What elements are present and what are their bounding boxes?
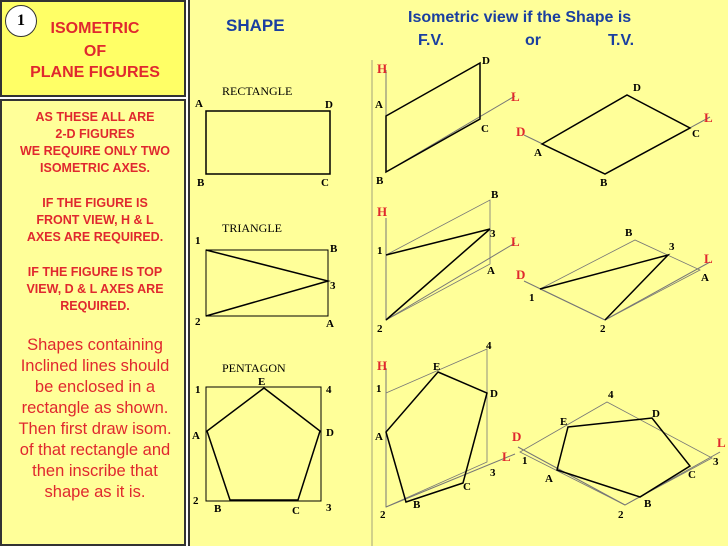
- note-1-line-1: AS THESE ALL ARE: [35, 110, 155, 124]
- pent-label-4: 4: [326, 384, 332, 396]
- rect-label-b: B: [197, 177, 205, 189]
- rect-fv-label-c: C: [481, 123, 489, 135]
- rect-fv-label-h: H: [377, 61, 388, 76]
- pent-tv-d-axis: [518, 447, 625, 505]
- rect-fv-label-b: B: [376, 175, 384, 187]
- pent-tv-iso: [557, 418, 690, 497]
- rectangle-row: [195, 55, 713, 189]
- note-4-line-5: Then first draw isom.: [18, 420, 172, 438]
- tri-fv-label-3: 3: [490, 228, 496, 240]
- tri-tv-label-d: D: [516, 267, 526, 282]
- tri-tv-label-b: B: [625, 227, 633, 239]
- rect-label-a: A: [195, 98, 203, 110]
- note-3-line-1: IF THE FIGURE IS TOP: [27, 265, 163, 279]
- pent-label-d: D: [326, 427, 334, 439]
- pent-tv-label-a: A: [545, 473, 553, 485]
- note-1-line-2: 2-D FIGURES: [55, 127, 135, 141]
- pent-fv-label-4: 4: [486, 340, 492, 352]
- triangle-shape: [206, 250, 328, 316]
- rectangle-shape: [206, 111, 330, 174]
- pentagon-name: PENTAGON: [222, 361, 286, 375]
- note-4-line-8: shape as it is.: [44, 483, 146, 501]
- rect-tv-label-a: A: [534, 147, 542, 159]
- tri-fv-enclosing: [386, 200, 490, 320]
- tri-fv-label-2: 2: [377, 323, 383, 335]
- note-4-line-7: then inscribe that: [32, 462, 158, 480]
- pent-label-3: 3: [326, 502, 332, 514]
- pent-label-1: 1: [195, 384, 201, 396]
- shape-column-header: SHAPE: [226, 16, 285, 35]
- triangle-name: TRIANGLE: [222, 221, 282, 235]
- tri-tv-iso: [540, 255, 668, 320]
- pent-tv-label-3: 3: [713, 456, 719, 468]
- pent-label-e: E: [258, 376, 266, 388]
- tri-tv-label-l: L: [704, 251, 713, 266]
- pent-tv-label-d: D: [652, 408, 660, 420]
- pent-fv-label-h: H: [377, 358, 388, 373]
- pent-tv-label-e: E: [560, 416, 568, 428]
- tri-fv-iso: [386, 229, 490, 320]
- rect-tv-label-b: B: [600, 177, 608, 189]
- pent-label-2: 2: [193, 495, 199, 507]
- pent-label-c: C: [292, 505, 300, 517]
- tri-fv-label-1: 1: [377, 245, 383, 257]
- tri-tv-label-3: 3: [669, 241, 675, 253]
- rect-tv-iso: [542, 95, 690, 174]
- note-4-line-1: Shapes containing: [27, 336, 163, 354]
- triangle-enclosing-rect: [206, 250, 328, 316]
- fv-header: F.V.: [418, 32, 445, 49]
- title-line-1: ISOMETRIC: [50, 20, 140, 37]
- tri-tv-enclosing: [540, 240, 700, 320]
- iso-column-header: Isometric view if the Shape is: [408, 9, 632, 26]
- pent-label-a: A: [192, 430, 200, 442]
- tri-tv-label-1: 1: [529, 292, 535, 304]
- pent-fv-label-l: L: [502, 449, 511, 464]
- note-2-line-3: AXES ARE REQUIRED.: [26, 230, 164, 244]
- tv-header: T.V.: [608, 32, 635, 49]
- pent-fv-label-e: E: [433, 361, 441, 373]
- note-4-line-6: of that rectangle and: [19, 441, 171, 459]
- rectangle-name: RECTANGLE: [222, 84, 293, 98]
- pent-fv-iso: [386, 372, 487, 502]
- slide-number-badge: 1: [5, 5, 37, 37]
- pent-tv-label-c: C: [688, 469, 696, 481]
- pent-fv-label-a: A: [375, 431, 383, 443]
- tri-fv-label-a: A: [487, 265, 495, 277]
- tri-fv-label-h: H: [377, 204, 388, 219]
- tri-label-a: A: [326, 318, 334, 330]
- rect-tv-label-d: D: [633, 82, 641, 94]
- pent-fv-label-1: 1: [376, 383, 382, 395]
- tri-label-b: B: [330, 243, 338, 255]
- title-line-2: OF: [83, 43, 107, 60]
- rect-tv-label-l: L: [704, 110, 713, 125]
- pent-fv-label-d: D: [490, 388, 498, 400]
- note-4-line-4: rectangle as shown.: [21, 399, 169, 417]
- note-2-line-2: FRONT VIEW, H & L: [36, 213, 154, 227]
- rect-tv-label-d-axis: D: [516, 124, 526, 139]
- note-3-line-2: VIEW, D & L AXES ARE: [26, 282, 164, 296]
- rect-fv-label-d: D: [482, 55, 490, 67]
- tri-label-3: 3: [330, 280, 336, 292]
- note-4-line-3: be enclosed in a: [34, 378, 156, 396]
- rect-label-d: D: [325, 99, 333, 111]
- note-1-line-4: ISOMETRIC AXES.: [40, 161, 150, 175]
- pent-tv-label-4: 4: [608, 389, 614, 401]
- note-4-line-2: Inclined lines should: [20, 357, 170, 375]
- rect-tv-label-c: C: [692, 128, 700, 140]
- pent-fv-label-3: 3: [490, 467, 496, 479]
- tri-tv-label-a: A: [701, 272, 709, 284]
- pent-fv-label-c: C: [463, 481, 471, 493]
- note-1-line-3: WE REQUIRE ONLY TWO: [19, 144, 170, 158]
- pent-fv-label-2: 2: [380, 509, 386, 521]
- pentagon-shape: [207, 388, 320, 500]
- triangle-row: [195, 189, 713, 335]
- tri-fv-l-axis: [386, 243, 515, 320]
- note-2-line-1: IF THE FIGURE IS: [42, 196, 148, 210]
- title-line-3: PLANE FIGURES: [30, 64, 160, 81]
- rect-label-c: C: [321, 177, 329, 189]
- tri-label-1: 1: [195, 235, 201, 247]
- tri-label-2: 2: [195, 316, 201, 328]
- tri-fv-label-b: B: [491, 189, 499, 201]
- pent-label-b: B: [214, 503, 222, 515]
- pent-fv-label-b: B: [413, 499, 421, 511]
- rect-fv-label-a: A: [375, 99, 383, 111]
- pent-tv-label-2: 2: [618, 509, 624, 521]
- rect-fv-label-l: L: [511, 89, 520, 104]
- tri-fv-label-l: L: [511, 234, 520, 249]
- or-header: or: [525, 32, 541, 49]
- pentagon-row: [192, 340, 726, 521]
- pent-fv-label-d-axis: D: [512, 429, 522, 444]
- pent-tv-label-1: 1: [522, 455, 528, 467]
- pent-tv-label-b: B: [644, 498, 652, 510]
- rect-fv-iso: [386, 63, 480, 172]
- pent-tv-label-l: L: [717, 435, 726, 450]
- tri-tv-label-2: 2: [600, 323, 606, 335]
- note-3-line-3: REQUIRED.: [60, 299, 130, 313]
